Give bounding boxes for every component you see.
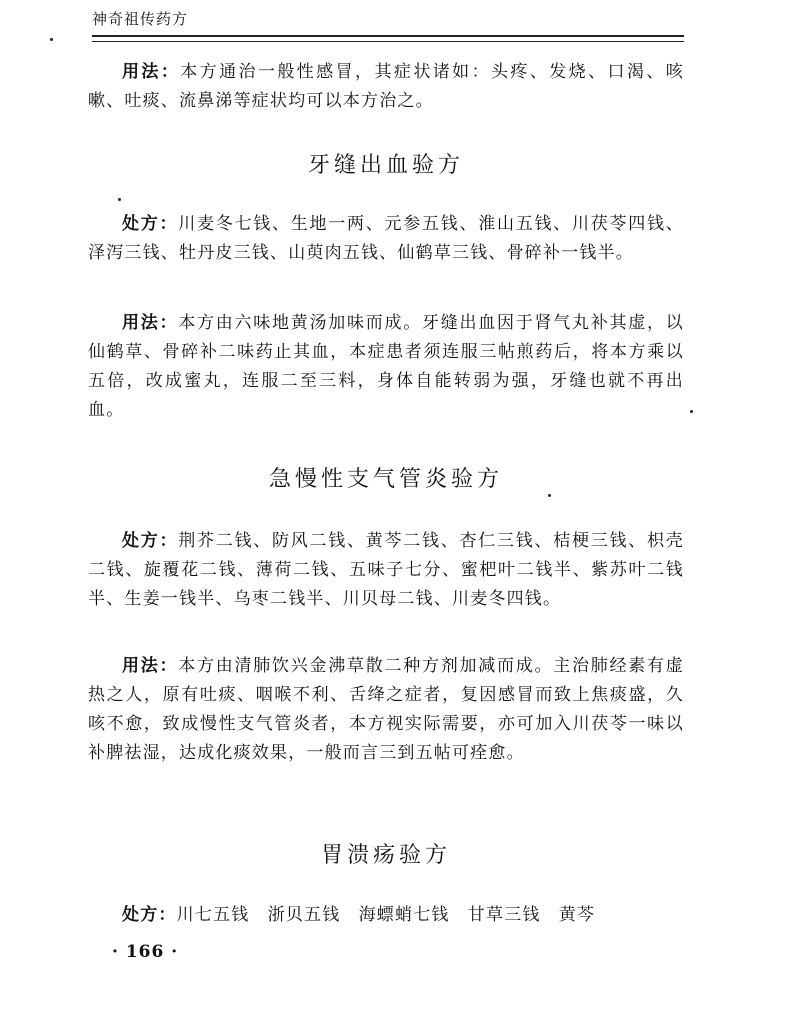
usage-label: 用法：	[122, 313, 179, 333]
scan-speck	[548, 494, 551, 497]
usage-text: 本方由清肺饮兴金沸草散二种方剂加减而成。主治肺经素有虚热之人，原有吐痰、咽喉不利、舌绛之症者，复因感冒而致上焦痰盛，久咳不愈，致成慢性支气管炎者，本方视实际需要，亦可加入川茯苓一味以补脾祛湿，达成化痰效果，一般而言三到五帖可痊愈。	[88, 656, 684, 763]
scan-speck	[50, 38, 53, 41]
running-head: 神奇祖传药方	[92, 10, 189, 28]
usage-label: 用法：	[122, 62, 181, 82]
header-rule-thin	[92, 41, 684, 42]
prescription-text: 荆芥二钱、防风二钱、黄芩二钱、杏仁三钱、桔梗三钱、枳壳二钱、旋覆花二钱、薄荷二钱、五味子七分、蜜杷叶二钱半、紫苏叶二钱半、生姜一钱半、乌枣二钱半、川贝母二钱、川麦冬四钱。	[88, 531, 684, 609]
gum-bleeding-usage-paragraph	[88, 309, 684, 425]
section-title-gum-bleeding: 牙缝出血验方	[307, 153, 464, 178]
gastric-ulcer-prescription-paragraph	[88, 901, 684, 930]
scan-speck	[690, 410, 693, 413]
bronchitis-prescription-paragraph	[88, 527, 684, 614]
prescription-label: 处方：	[122, 531, 179, 551]
usage-text: 本方通治一般性感冒，其症状诸如：头疼、发烧、口渴、咳嗽、吐痰、流鼻涕等症状均可以本方治之。	[88, 62, 684, 111]
section-title-bronchitis: 急慢性支气管炎验方	[268, 467, 503, 492]
section-title-gastric-ulcer: 胃溃疡验方	[320, 843, 451, 868]
usage-label: 用法：	[122, 656, 179, 676]
scan-speck	[118, 198, 121, 201]
bronchitis-usage-paragraph	[88, 652, 684, 768]
prescription-label: 处方：	[122, 905, 177, 925]
page-number: · 166 ·	[112, 942, 179, 962]
cold-usage-paragraph	[88, 58, 684, 116]
prescription-text: 川麦冬七钱、生地一两、元参五钱、淮山五钱、川茯苓四钱、泽泻三钱、牡丹皮三钱、山萸肉五钱、仙鹤草三钱、骨碎补一钱半。	[88, 214, 684, 263]
page-header	[92, 8, 684, 30]
gum-bleeding-prescription-paragraph	[88, 210, 684, 268]
prescription-label: 处方：	[122, 214, 179, 234]
usage-text: 本方由六味地黄汤加味而成。牙缝出血因于肾气丸补其虚，以仙鹤草、骨碎补二味药止其血，本症患者须连服三帖煎药后，将本方乘以五倍，改成蜜丸，连服二至三料，身体自能转弱为强，牙缝也就不再出血。	[88, 313, 684, 420]
prescription-text: 川七五钱 浙贝五钱 海螵蛸七钱 甘草三钱 黄芩	[176, 905, 596, 925]
header-rule-thick	[92, 35, 684, 37]
